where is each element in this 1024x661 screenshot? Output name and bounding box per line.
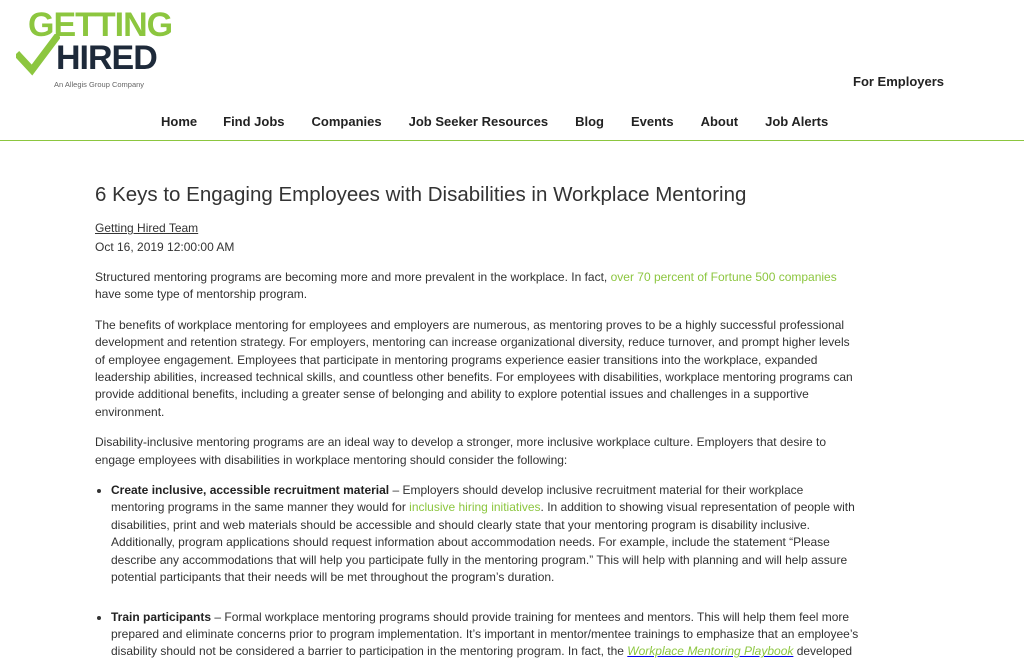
- fortune-500-link[interactable]: over 70 percent of Fortune 500 companies: [610, 270, 837, 284]
- nav-item-home[interactable]: Home: [161, 114, 198, 129]
- paragraph-text: Structured mentoring programs are becoming more and more prevalent in the workplace. In fact,: [95, 270, 611, 284]
- list-item-text: – Formal workplace mentoring programs should provide training for mentees and mentors. This will help them feel more prepared and eliminate concerns prior to program implementation. It’s important in mentor/mentee trainings to emphasize that an employee’s disability should not be considered a barrier to participation in the mentoring program. In fact, the: [111, 609, 859, 659]
- nav-item-blog[interactable]: Blog: [575, 114, 604, 129]
- logo-tagline: An Allegis Group Company: [54, 80, 145, 89]
- author-link[interactable]: Getting Hired Team: [95, 221, 199, 235]
- site-header: [0, 0, 1024, 141]
- nav-item-companies[interactable]: Companies: [311, 114, 382, 129]
- list-item-text: . In addition to showing visual representation of people with disabilities, print and web materials should be accessible and should clearly state that your mentoring program is disability inclusive. Additionally, program applications should request information about accommodation needs. For example, include the statement “Please describe any accommodations that will help you participate fully in the mentoring program.” This will help with planning and will help assure potential participants that their needs will be met throughout the program’s duration.: [111, 500, 855, 585]
- mentoring-playbook-label: Workplace Mentoring Playbook: [627, 644, 794, 659]
- article-content: [95, 182, 859, 661]
- list-item: [111, 482, 859, 586]
- logo-checkmark-icon: [16, 34, 60, 78]
- main-nav: [161, 114, 828, 129]
- paragraph-text: have some type of mentorship program.: [95, 287, 308, 302]
- intro-paragraph: [95, 269, 859, 304]
- nav-item-find-jobs[interactable]: Find Jobs: [223, 114, 285, 129]
- mentoring-playbook-link[interactable]: [627, 644, 793, 658]
- for-employers-link[interactable]: For Employers: [853, 74, 945, 89]
- logo-text-hired: HIRED: [56, 39, 157, 77]
- list-item: [111, 609, 859, 661]
- logo-text-getting: GETTING: [28, 6, 173, 44]
- nav-item-job-alerts[interactable]: Job Alerts: [765, 114, 829, 129]
- nav-item-events[interactable]: Events: [630, 114, 674, 129]
- getting-hired-logo[interactable]: [16, 6, 173, 92]
- inclusive-hiring-link[interactable]: inclusive hiring initiatives: [409, 500, 541, 515]
- article-title: 6 Keys to Engaging Employees with Disabilities in Workplace Mentoring: [95, 183, 747, 206]
- benefits-paragraph: The benefits of workplace mentoring for employees and employers are numerous, as mentoring proves to be a highly successful professional development and retention strategy. For employers, mentoring can increase organizational diversity, reduce turnover, and prompt higher levels of employee engagement. Employees that participate in mentoring programs experience easier transitions into the workplace, expanded leadership abilities, increased technical skills, and countless other benefits. For employees with disabilities, workplace mentoring programs can provide additional benefits, including a greater sense of belonging and ability to explore potential issues and challenges in a supportive environment.: [95, 317, 853, 419]
- list-item-text: – Employers should develop inclusive recruitment material for their workplace mentoring programs in the same manner they would for: [111, 483, 804, 515]
- nav-item-about[interactable]: About: [700, 114, 739, 129]
- inclusive-programs-paragraph: Disability-inclusive mentoring programs are an ideal way to develop a stronger, more inclusive workplace culture. Employers that desire to engage employees with disabilities in workplace mentoring should consider the following:: [95, 435, 827, 467]
- list-item-title: Train participants: [111, 609, 212, 624]
- keys-list: [95, 482, 859, 661]
- list-item-text: developed: [793, 644, 853, 659]
- list-item-title: Create inclusive, accessible recruitment material: [111, 483, 390, 498]
- nav-item-job-seeker-resources[interactable]: Job Seeker Resources: [408, 114, 549, 129]
- publish-date: Oct 16, 2019 12:00:00 AM: [95, 240, 235, 254]
